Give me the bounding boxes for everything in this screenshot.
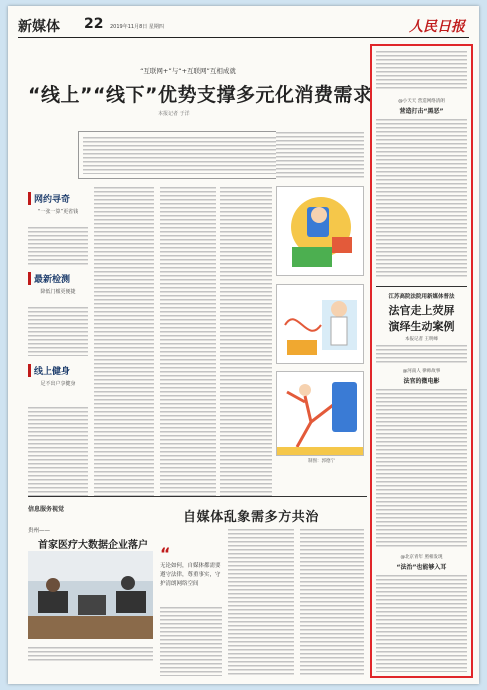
page-number: 22 [84, 16, 104, 32]
sidebar-item2-byline: 本报记者 王明峰 [405, 337, 438, 342]
news-photo [28, 551, 153, 639]
bottom-region: 贵州—— [28, 528, 51, 534]
section-subtitle: “一张一算”更省钱 [37, 209, 79, 215]
section-tag: 网约寻奇 [28, 192, 88, 205]
article-kicker: “互联网+”与“+互联网”互相成就 [140, 67, 236, 75]
bottom-column-1 [160, 606, 222, 676]
bottom-main-headline: 自媒体乱象需多方共治 [183, 510, 320, 525]
masthead [18, 16, 469, 38]
section-tag: 最新检测 [28, 272, 88, 285]
byline: 本报记者 于洋 [158, 111, 190, 117]
body-column-3 [160, 186, 216, 496]
body-column-4 [220, 186, 272, 496]
section-divider [28, 496, 367, 497]
sidebar-item1-title: 营造打击“黑恶” [399, 108, 444, 115]
bottom-column-2 [228, 528, 294, 676]
bottom-left-headline: 首家医疗大数据企业落户 [38, 540, 148, 551]
illustration-caption: 制图：郭德宁 [308, 459, 335, 464]
illustration-fitness [276, 371, 364, 456]
highlighted-sidebar [370, 44, 473, 678]
illustration-doctor [276, 284, 364, 364]
body-column-1b [28, 306, 88, 356]
body-column-1 [28, 226, 88, 266]
sidebar-item2-title-3: 演绎生动案例 [388, 320, 455, 333]
section-tag: 线上健身 [28, 364, 88, 377]
sidebar-item3-text [376, 388, 467, 548]
sidebar-item4-label: @北京青年 照相发现 [400, 555, 443, 560]
quote-mark-icon: “ [160, 544, 171, 563]
body-column-2 [94, 186, 154, 496]
sidebar-intro-text [376, 50, 467, 90]
sidebar-item1-text [376, 118, 467, 278]
sidebar-item3-title: 法官的微电影 [403, 378, 440, 385]
body-column-1c [28, 406, 88, 496]
section-subtitle: 足不出户享健身 [40, 381, 76, 387]
sidebar-item1-label: @小天天 营造网络清朗 [398, 99, 445, 104]
sidebar-divider [376, 286, 467, 287]
pull-quote [160, 546, 222, 588]
body-column-5 [276, 131, 364, 179]
newspaper-logo: 人民日报 [409, 19, 465, 35]
section-head-3 [28, 364, 88, 387]
date-line: 2019年11月8日 星期四 [110, 24, 164, 30]
sidebar-item4-title: “法治”也能够入耳 [396, 564, 447, 571]
sidebar-item2-title-2: 法官走上荧屏 [388, 304, 455, 317]
section-head-1 [28, 192, 88, 215]
sidebar-item3-label: @河南人 律师故事 [402, 369, 441, 374]
section-name: 新媒体 [18, 19, 60, 35]
sidebar-item2-title-1: 江苏高院法院用新媒体普法 [388, 294, 455, 300]
section-subtitle: 降低门槛更便捷 [40, 289, 76, 295]
bottom-column-3 [300, 528, 364, 676]
bottom-section-label: 信息服务视觉 [28, 506, 65, 513]
sidebar-item4-text [376, 574, 467, 672]
photo-caption [28, 646, 153, 662]
section-head-2 [28, 272, 88, 295]
illustration-delivery [276, 186, 364, 276]
main-headline: “线上”“线下”优势支撑多元化消费需求 [28, 84, 373, 106]
pull-quote-text: 无论如何，自媒体都需要遵守法律，尊重事实，守护清朗网络空间 [160, 563, 221, 587]
sidebar-item2-text [376, 344, 467, 364]
newspaper-page [8, 6, 479, 684]
